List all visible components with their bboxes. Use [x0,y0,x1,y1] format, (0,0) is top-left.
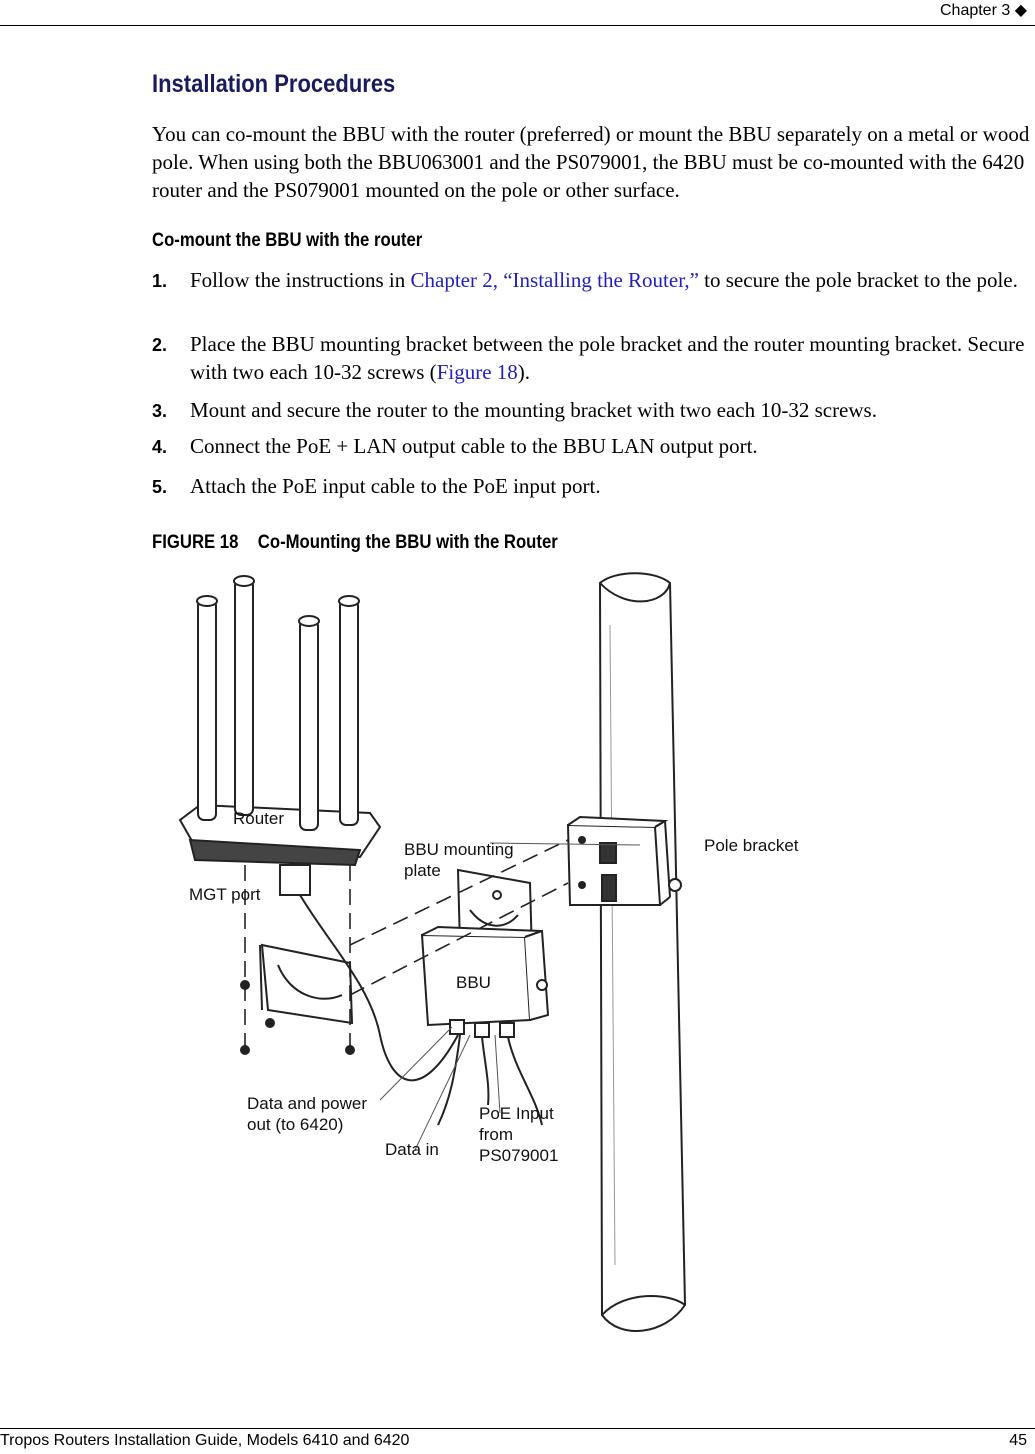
step-text: ). [517,360,531,384]
figure-title: Co-Mounting the BBU with the Router [257,532,558,553]
subheading: Co-mount the BBU with the router [152,230,423,251]
step-4 [152,432,1032,460]
installation-diagram [170,565,870,1355]
step-number: 5. [152,477,168,497]
poe-input-label-line3: PS079001 [479,1146,559,1165]
section-title: Installation Procedures [152,70,396,98]
figure-caption [152,532,558,554]
step-text: Mount and secure the router to the mounting bracket with two each 10-32 screws. [190,398,877,422]
co-mount-illustration [170,565,870,1355]
step-number: 2. [152,335,168,355]
step-3 [152,396,1032,424]
step-5 [152,472,1032,500]
bbu-mounting-plate-label [404,839,514,881]
step-text: Place the BBU mounting bracket between the pole bracket and the router mounting bracket. Secure with two each 10-32 screws ( [190,332,1025,384]
page-number: 45 [1009,1432,1027,1449]
poe-input-label [479,1103,558,1166]
data-and-power-label [247,1093,367,1135]
chapter-header: Chapter 3 ◆ [939,2,1027,19]
step-number: 4. [152,437,168,457]
data-and-power-label-line2: out (to 6420) [247,1115,344,1134]
footer-divider [0,1428,1035,1429]
screws [241,1045,354,1054]
bbu-mounting-plate-label-line1: BBU mounting [404,840,514,859]
step-text: Connect the PoE + LAN output cable to the BBU LAN output port. [190,434,758,458]
figure-number: FIGURE 18 [152,532,239,553]
mgt-port-label: MGT port [189,885,261,904]
figure-18-link[interactable]: Figure 18 [436,360,518,384]
step-2 [152,330,1032,386]
footer-title: Tropos Routers Installation Guide, Models 6410 and 6420 [0,1432,410,1449]
data-in-label: Data in [385,1140,439,1159]
intro-paragraph: You can co-mount the BBU with the router (preferred) or mount the BBU separately on a metal or wood pole. When using both the BBU063001 and the PS079001, the BBU must be co-mounted with the 6420 router and the PS079001 mounted on the pole or other surface. [152,122,1030,202]
bbu-mounting-plate-label-line2: plate [404,861,441,880]
router-antennas [197,576,359,830]
poe-input-label-line1: PoE Input [479,1104,554,1123]
data-and-power-label-line1: Data and power [247,1094,368,1113]
router-mounting-bracket [241,945,352,1027]
chapter-2-link[interactable]: Chapter 2, “Installing the Router,” [410,268,699,292]
step-text: to secure the pole bracket to the pole. [698,268,1018,292]
step-1 [152,266,1032,294]
step-number: 1. [152,271,168,291]
bbu-label: BBU [456,973,491,992]
header-divider [0,25,1035,26]
step-number: 3. [152,401,168,421]
poe-input-label-line2: from [479,1125,513,1144]
pole [600,573,685,1331]
step-text: Follow the instructions in [190,268,411,292]
router-label: Router [233,809,285,828]
pole-bracket-label: Pole bracket [704,836,799,855]
step-text: Attach the PoE input cable to the PoE input port. [190,474,601,498]
